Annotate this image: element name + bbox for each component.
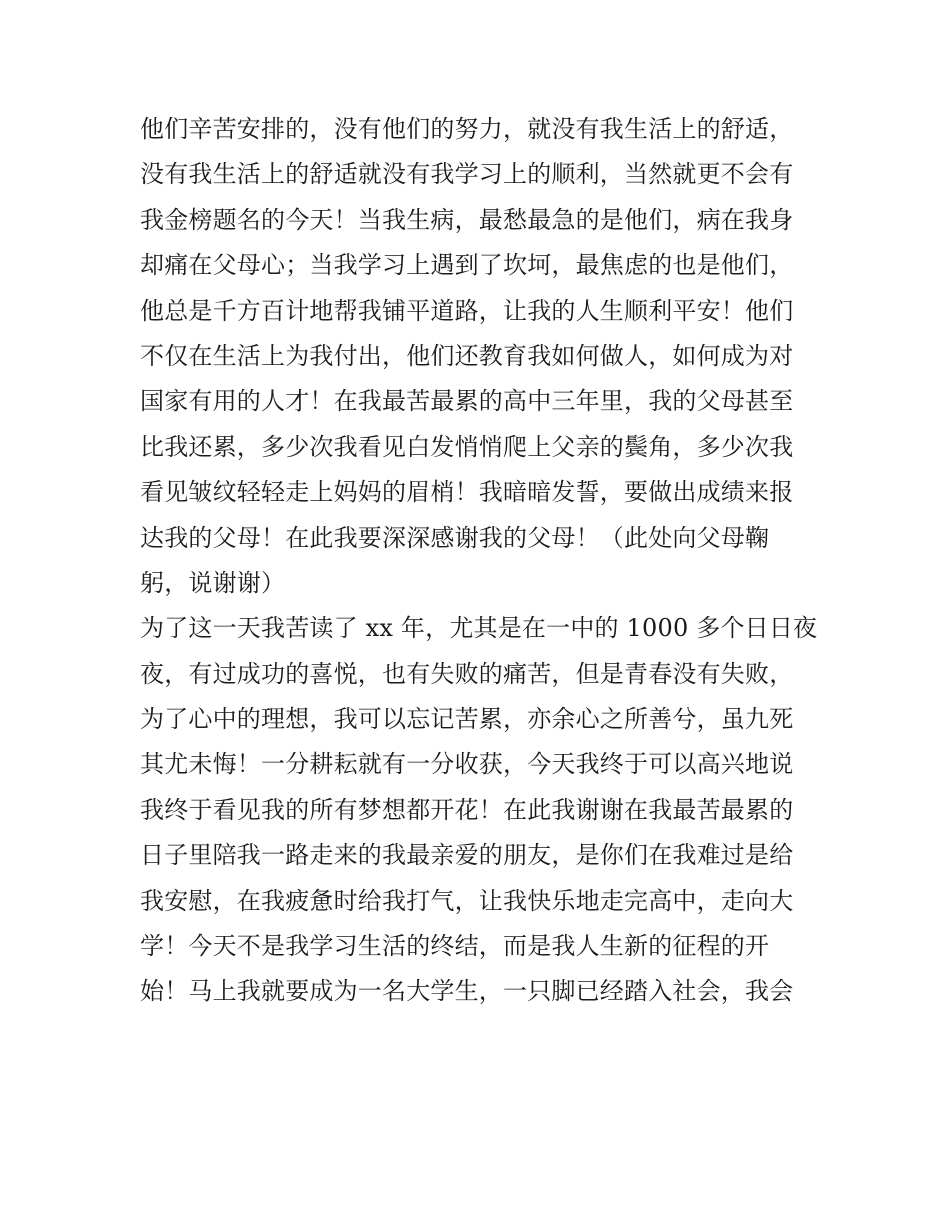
text-line: 日子里陪我一路走来的我最亲爱的朋友，是你们在我难过是给 <box>140 841 794 870</box>
text-line: 为了这一天我苦读了 xx 年，尤其是在一中的 1000 多个日日夜 <box>140 614 818 643</box>
text-line: 我安慰，在我疲惫时给我打气，让我快乐地走完高中，走向大 <box>140 886 794 915</box>
text-line: 为了心中的理想，我可以忘记苦累，亦余心之所善兮，虽九死 <box>140 705 794 734</box>
text-line: 不仅在生活上为我付出，他们还教育我如何做人，如何成为对 <box>140 341 794 370</box>
text-line: 达我的父母！在此我要深深感谢我的父母！（此处向父母鞠 <box>140 523 770 552</box>
text-line: 始！马上我就要成为一名大学生，一只脚已经踏入社会，我会 <box>140 977 794 1006</box>
text-line: 看见皱纹轻轻走上妈妈的眉梢！我暗暗发誓，要做出成绩来报 <box>140 478 794 507</box>
text-line: 却痛在父母心；当我学习上遇到了坎坷，最焦虑的也是他们， <box>140 251 794 280</box>
text-line: 比我还累，多少次我看见白发悄悄爬上父亲的鬓角，多少次我 <box>140 432 794 461</box>
text-line: 夜，有过成功的喜悦，也有失败的痛苦，但是青春没有失败， <box>140 659 794 688</box>
text-line: 其尤未悔！一分耕耘就有一分收获，今天我终于可以高兴地说 <box>140 750 794 779</box>
text-line: 我终于看见我的所有梦想都开花！在此我谢谢在我最苦最累的 <box>140 795 794 824</box>
text-line: 国家有用的人才！在我最苦最累的高中三年里，我的父母甚至 <box>140 387 794 416</box>
text-line: 他总是千方百计地帮我铺平道路，让我的人生顺利平安！他们 <box>140 296 794 325</box>
text-line: 我金榜题名的今天！当我生病，最愁最急的是他们，病在我身 <box>140 205 794 234</box>
text-line: 躬，说谢谢） <box>140 568 286 597</box>
text-line: 没有我生活上的舒适就没有我学习上的顺利，当然就更不会有 <box>140 160 794 189</box>
body-text <box>140 107 820 1015</box>
text-line: 学！今天不是我学习生活的终结，而是我人生新的征程的开 <box>140 932 770 961</box>
text-line: 他们辛苦安排的，没有他们的努力，就没有我生活上的舒适， <box>140 115 794 143</box>
